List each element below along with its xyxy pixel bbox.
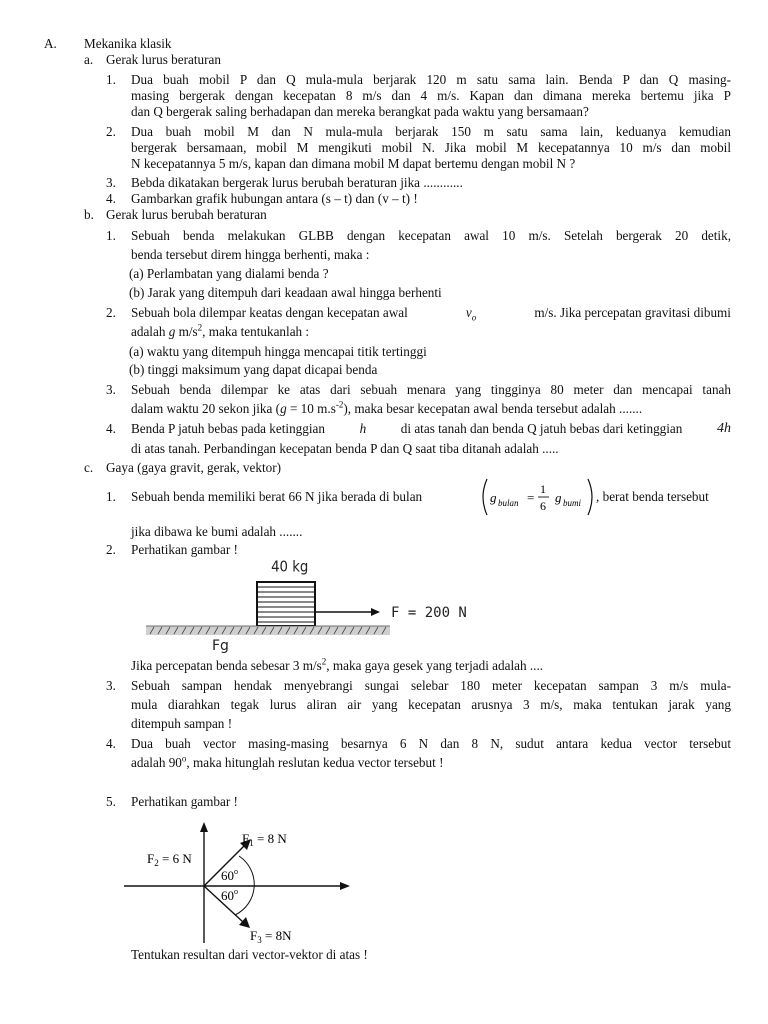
formula-sub-bumi: bumi <box>563 498 581 508</box>
question-line: dan Q bergerak saling berhadapan dan mereka berangkat pada waktu yang bersamaan? <box>131 104 589 119</box>
item-number: 5. <box>106 794 116 809</box>
formula-equals: = <box>527 490 535 505</box>
option-b: (b) Jarak yang ditempuh dari keadaan awal hingga berhenti <box>129 285 442 300</box>
question-line: mula diarahkan tegak lurus aliran air yang kecepatan arusnya 3 m/s, maka tentukan jarak yang <box>131 697 731 712</box>
question-line: Benda P jatuh bebas pada ketinggian h di atas tanah dan benda Q jatuh bebas dari ketinggian 4h <box>131 421 731 436</box>
angle-label-upper: 60$^o$ <box>221 867 238 883</box>
subsection-letter: c. <box>84 460 94 475</box>
mass-label: 40 kg <box>271 559 309 576</box>
section-title: Mekanika klasik <box>84 36 172 51</box>
f2-label: $F_2 = 6$ N <box>147 851 192 868</box>
question-line: Sebuah benda melakukan GLBB dengan kecepatan awal 10 m/s. Setelah bergerak 20 detik, <box>131 228 731 243</box>
question-line: bergerak bersamaan, mobil M mengikuti mobil N. Jika mobil M kecepatannya 10 m/s dan mobil <box>131 140 731 155</box>
question-line: Perhatikan gambar ! <box>131 794 238 809</box>
question-line: adalah 90$^o$, maka hitunglah reslutan kedua vector tersebut ! <box>131 753 444 770</box>
item-number: 4. <box>106 191 116 206</box>
subsection-letter: a. <box>84 52 94 67</box>
formula-numerator: 1 <box>540 482 546 496</box>
question-line: adalah g $m/s^2$, maka tentukanlah : <box>131 322 310 339</box>
gravity-label: Fg <box>212 638 229 654</box>
y-axis-arrowhead <box>200 822 208 832</box>
item-number: 4. <box>106 421 116 436</box>
option-b: (b) tinggi maksimum yang dapat dicapai benda <box>129 362 378 377</box>
gravity-ratio-formula <box>478 476 598 518</box>
item-number: 1. <box>106 228 116 243</box>
option-a: (a) Perlambatan yang dialami benda ? <box>129 266 329 281</box>
item-number: 3. <box>106 175 116 190</box>
formula-denominator: 6 <box>540 499 546 513</box>
question-line: Tentukan resultan dari vector-vektor di atas ! <box>131 947 368 962</box>
question-line: Sebuah benda dilempar ke atas dari sebuah menara yang tingginya 80 meter dan mencapai tanah <box>131 382 731 397</box>
subsection-title: Gaya (gaya gravit, gerak, vektor) <box>106 460 282 475</box>
item-number: 3. <box>106 678 116 693</box>
block <box>257 582 315 626</box>
question-line: di atas tanah. Perbandingan kecepatan benda P dan Q saat tiba ditanah adalah ..... <box>131 441 559 456</box>
formula-g-bulan: g <box>490 490 497 505</box>
block-force-figure <box>140 556 467 654</box>
force-label: F = 200 N <box>391 605 467 621</box>
question-line: jika dibawa ke bumi adalah ....... <box>131 524 303 539</box>
x-axis-arrowhead <box>340 882 350 890</box>
subsection-title: Gerak lurus berubah beraturan <box>106 207 267 222</box>
question-line: Dua buah mobil M dan N mula-mula berjarak 150 m satu sama lain, keduanya kemudian <box>131 124 731 139</box>
question-line: Bebda dikatakan bergerak lurus berubah beraturan jika ............ <box>131 175 463 190</box>
item-number: 1. <box>106 489 116 504</box>
f3-label: $F_3 = 8N$ <box>250 928 292 945</box>
item-number: 2. <box>106 542 116 557</box>
item-number: 4. <box>106 736 116 751</box>
question-line: ditempuh sampan ! <box>131 716 233 731</box>
item-number: 3. <box>106 382 116 397</box>
item-number: 2. <box>106 305 116 320</box>
vector-diagram <box>120 818 360 948</box>
question-line: N kecepatannya 5 m/s, kapan dan dimana mobil M dapat bertemu dengan mobil N ? <box>131 156 576 171</box>
f1-label: $F_1 = 8$ N <box>242 831 287 848</box>
formula-g-bumi: g <box>555 490 562 505</box>
question-line: benda tersebut direm hingga berhenti, maka : <box>131 247 370 262</box>
question-line: Sebuah benda memiliki berat 66 N jika berada di bulan <box>131 489 423 504</box>
item-number: 2. <box>106 124 116 139</box>
subsection-title: Gerak lurus beraturan <box>106 52 221 67</box>
question-line: Jika percepatan benda sebesar 3 $m/s^2$, maka gaya gesek yang terjadi adalah .... <box>131 656 544 673</box>
force-arrowhead <box>371 608 380 616</box>
question-line: Perhatikan gambar ! <box>131 542 238 557</box>
question-line: Dua buah vector masing-masing besarnya 6 N dan 8 N, sudut antara kedua vector tersebut <box>131 736 731 751</box>
angle-label-lower: 60$^o$ <box>221 887 238 903</box>
option-a: (a) waktu yang ditempuh hingga mencapai titik tertinggi <box>129 344 427 359</box>
formula-sub-bulan: bulan <box>498 498 519 508</box>
f3-arrowhead <box>239 917 250 928</box>
question-line: Sebuah bola dilempar keatas dengan kecepatan awal $v_o$ m/s. Jika percepatan gravitasi dibumi <box>131 305 731 323</box>
item-number: 1. <box>106 72 116 87</box>
question-line: Dua buah mobil P dan Q mula-mula berjarak 120 m satu sama lain. Benda P dan Q masing- <box>131 72 731 87</box>
question-line: masing bergerak dengan kecepatan 8 m/s dan 4 m/s. Kapan dan dimana mereka bertemu jika P <box>131 88 731 103</box>
question-line: dalam waktu 20 sekon jika (g = 10 $m.s^{-2}$), maka besar kecepatan awal benda tersebut adalah ....... <box>131 399 643 416</box>
subsection-letter: b. <box>84 207 94 222</box>
question-line: , berat benda tersebut <box>596 489 709 504</box>
section-letter: A. <box>44 36 57 51</box>
question-line: Sebuah sampan hendak menyebrangi sungai selebar 180 meter kecepatan sampan 3 m/s mula- <box>131 678 731 693</box>
question-line: Gambarkan grafik hubungan antara (s – t) dan (v – t) ! <box>131 191 418 206</box>
